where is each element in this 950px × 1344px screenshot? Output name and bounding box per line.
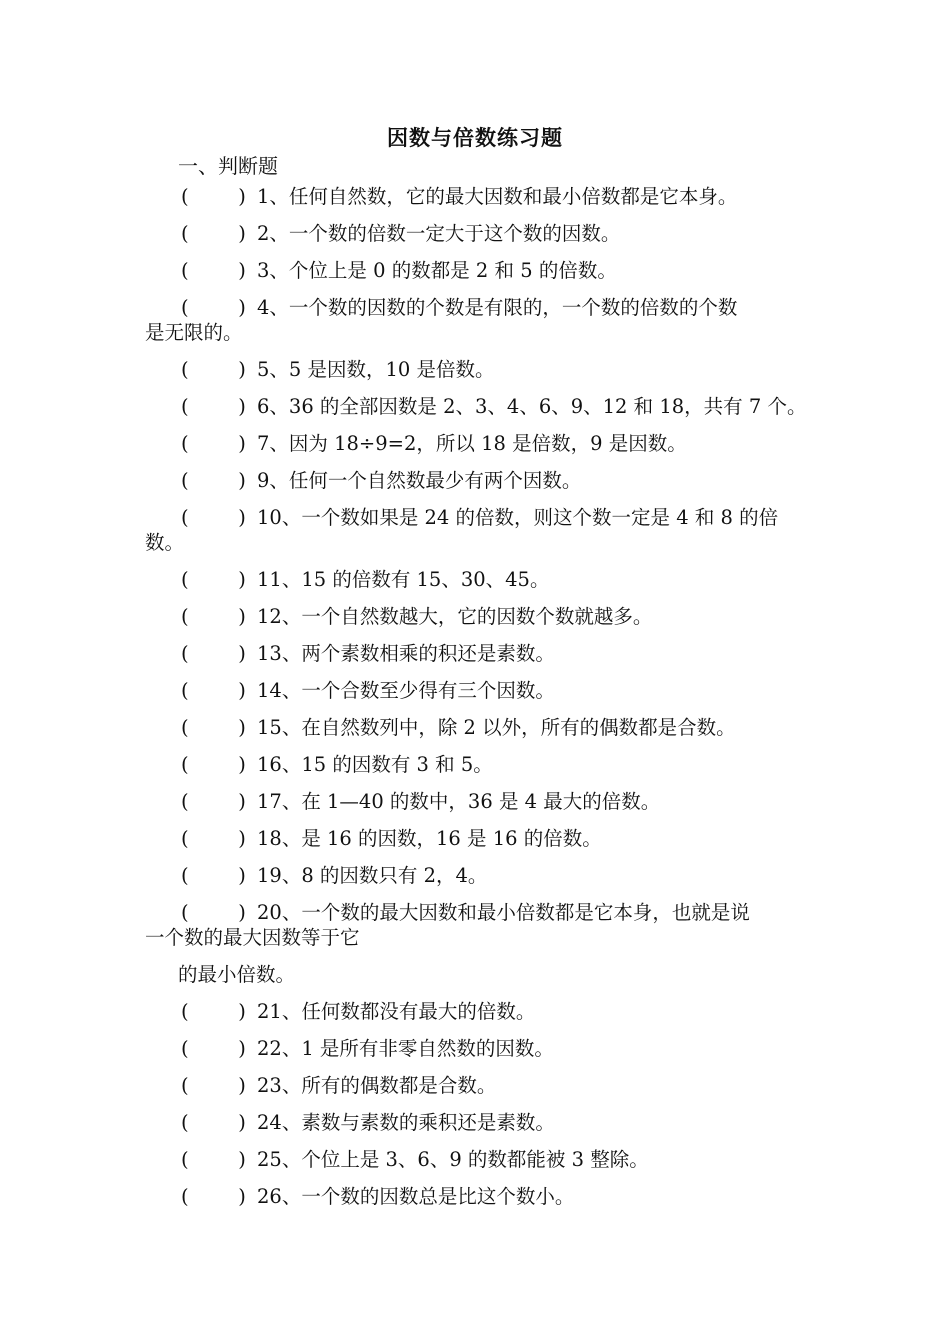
question-item [145,1036,815,1061]
question-item [145,999,815,1024]
section-heading: 一、判断题 [178,154,278,178]
question-item [145,826,815,851]
answer-blank[interactable]: ( ) [181,259,246,282]
answer-blank[interactable]: ( ) [181,753,246,776]
question-item [145,431,815,456]
question-item [145,1073,815,1098]
question-item [145,258,815,283]
question-item [145,678,815,703]
question-item [145,394,815,419]
question-text: 20、一个数的最大因数和最小倍数都是它本身，也就是说 [257,901,750,924]
question-text: 2、一个数的倍数一定大于这个数的因数。 [257,222,621,245]
answer-blank[interactable]: ( ) [181,1148,246,1171]
question-item [145,1147,815,1172]
question-text: 23、所有的偶数都是合数。 [257,1074,497,1097]
question-text: 3、个位上是 0 的数都是 2 和 5 的倍数。 [257,259,617,282]
answer-blank[interactable]: ( ) [181,1185,246,1208]
question-text: 7、因为 18÷9=2，所以 18 是倍数，9 是因数。 [257,432,687,455]
question-text: 24、素数与素数的乘积还是素数。 [257,1111,555,1134]
question-text: 4、一个数的因数的个数是有限的，一个数的倍数的个数 [257,296,738,319]
answer-blank[interactable]: ( ) [181,605,246,628]
question-text: 1、任何自然数，它的最大因数和最小倍数都是它本身。 [257,185,738,208]
question-text: 9、任何一个自然数最少有两个因数。 [257,469,582,492]
question-text: 14、一个合数至少得有三个因数。 [257,679,555,702]
answer-blank[interactable]: ( ) [181,790,246,813]
question-text: 11、15 的倍数有 15、30、45。 [257,568,550,591]
answer-blank[interactable]: ( ) [181,901,246,924]
question-item [145,863,815,888]
question-text: 17、在 1—40 的数中，36 是 4 最大的倍数。 [257,790,661,813]
question-text-continued: 是无限的。 [145,321,243,344]
question-item [145,604,815,629]
question-list [145,184,815,1221]
answer-blank[interactable]: ( ) [181,1074,246,1097]
question-item [145,1184,815,1209]
question-item [145,1110,815,1135]
question-text: 12、一个自然数越大，它的因数个数就越多。 [257,605,653,628]
answer-blank[interactable]: ( ) [181,568,246,591]
answer-blank[interactable]: ( ) [181,679,246,702]
answer-blank[interactable]: ( ) [181,506,246,529]
question-text: 21、任何数都没有最大的倍数。 [257,1000,536,1023]
question-text: 15、在自然数列中，除 2 以外，所有的偶数都是合数。 [257,716,736,739]
question-text: 22、1 是所有非零自然数的因数。 [257,1037,554,1060]
answer-blank[interactable]: ( ) [181,716,246,739]
question-text: 25、个位上是 3、6、9 的数都能被 3 整除。 [257,1148,649,1171]
answer-blank[interactable]: ( ) [181,185,246,208]
question-text: 19、8 的因数只有 2，4。 [257,864,488,887]
question-item [145,567,815,592]
answer-blank[interactable]: ( ) [181,642,246,665]
question-item [145,752,815,777]
question-text-continued: 数。 [145,531,185,554]
question-text-continued: 一个数的最大因数等于它 [145,926,360,949]
question-item [145,789,815,814]
answer-blank[interactable]: ( ) [181,222,246,245]
answer-blank[interactable]: ( ) [181,469,246,492]
answer-blank[interactable]: ( ) [181,864,246,887]
question-text: 10、一个数如果是 24 的倍数，则这个数一定是 4 和 8 的倍 [257,506,779,529]
question-text: 18、是 16 的因数，16 是 16 的倍数。 [257,827,602,850]
answer-blank[interactable]: ( ) [181,1111,246,1134]
question-text: 6、36 的全部因数是 2、3、4、6、9、12 和 18，共有 7 个。 [257,395,807,418]
question-text: 13、两个素数相乘的积还是素数。 [257,642,555,665]
question-text-continued: 的最小倍数。 [178,963,296,986]
answer-blank[interactable]: ( ) [181,296,246,319]
question-item [145,900,815,987]
answer-blank[interactable]: ( ) [181,827,246,850]
question-item [145,468,815,493]
question-item [145,295,815,345]
page-title: 因数与倍数练习题 [387,125,563,150]
answer-blank[interactable]: ( ) [181,1000,246,1023]
question-text: 16、15 的因数有 3 和 5。 [257,753,493,776]
question-text: 5、5 是因数，10 是倍数。 [257,358,495,381]
answer-blank[interactable]: ( ) [181,358,246,381]
question-item [145,357,815,382]
question-item [145,715,815,740]
answer-blank[interactable]: ( ) [181,432,246,455]
question-item [145,184,815,209]
question-item [145,221,815,246]
answer-blank[interactable]: ( ) [181,1037,246,1060]
answer-blank[interactable]: ( ) [181,395,246,418]
question-text: 26、一个数的因数总是比这个数小。 [257,1185,575,1208]
question-item [145,641,815,666]
question-item [145,505,815,555]
